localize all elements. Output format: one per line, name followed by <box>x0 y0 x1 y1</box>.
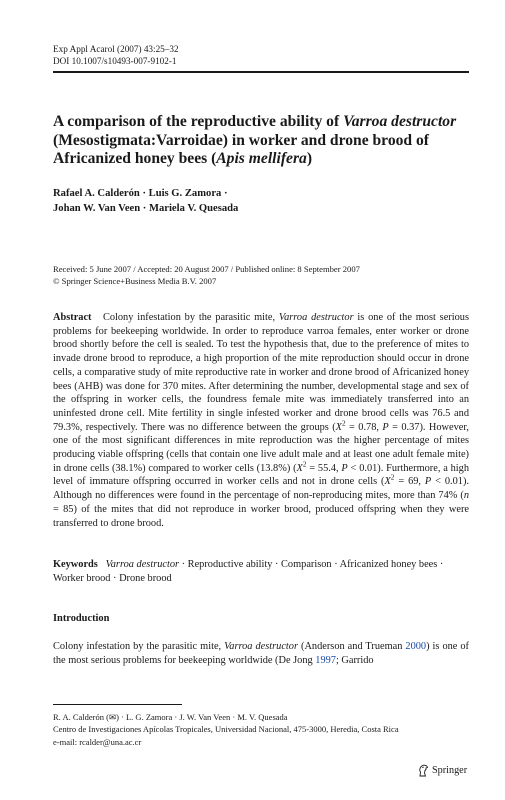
stat1-p: P <box>382 421 389 433</box>
stat2-x: X <box>296 462 303 474</box>
journal-citation: Exp Appl Acarol (2007) 43:25–32 <box>53 44 179 54</box>
author-footnote <box>53 711 469 748</box>
paper-title <box>53 113 469 169</box>
footnote-affiliation: Centro de Investigaciones Apícolas Tropicales, Universidad Nacional, 475-3000, Heredia, Costa Rica <box>53 724 399 735</box>
intro-text-4: ; Garrido <box>335 654 374 666</box>
citation-link-1997[interactable]: 1997 <box>315 654 336 666</box>
abstract-text-2: is one of the most serious problems for beekeeping worldwide. In order to reproduce varroa females, enter worker or drone brood shortly before the cell is sealed. To test the hypothesis that, due to the preference of mites to invade drone brood to reproduce, a high proportion of the mite reproduction should occur in drone cells, a comparative study of mite reproductive rate in worker and drone brood of Africanized honey bees (AHB) was done for 370 mites. After determining the number, developmental stage and sex of the offspring in worker cells, the foundress female mite was immediately transferred into an uninfested drone cell. Mite fertility in single infested worker and drone brood cells was 76.5 and 79.3%, respectively. There was no difference between the groups ( <box>53 312 469 433</box>
abstract <box>53 311 469 530</box>
stat2-rest: = 55.4, <box>306 462 342 474</box>
author-line-1: Rafael A. Calderón · Luis G. Zamora · <box>53 188 228 199</box>
section-heading-introduction: Introduction <box>53 613 110 624</box>
received-dates: Received: 5 June 2007 / Accepted: 20 August 2007 / Published online: 8 September 2007 <box>53 264 360 274</box>
stat1-x: X <box>335 421 342 433</box>
abstract-text-3: = 85) of the mites that did not reproduce in worker brood, produced offspring when they were transferred to drone brood. <box>53 503 469 529</box>
footnote-authors: R. A. Calderón (✉) · L. G. Zamora · J. W. Van Veen · M. V. Quesada <box>53 712 288 722</box>
publication-dates <box>53 263 469 287</box>
intro-text-1: Colony infestation by the parasitic mite, <box>53 641 225 652</box>
intro-text-3: ) is one of the most serious problems for beekeeping worldwide (De Jong <box>53 641 469 666</box>
stat3-x: X <box>384 476 391 488</box>
copyright-line: © Springer Science+Business Media B.V. 2007 <box>53 276 217 287</box>
sample-n-italic: n <box>463 490 469 502</box>
header-rule <box>53 71 469 73</box>
journal-info <box>53 43 179 67</box>
intro-text-2: (Anderson and Trueman <box>298 641 406 652</box>
author-line-2: Johan W. Van Veen · Mariela V. Quesada <box>53 203 239 214</box>
stat1-p-rest: = 0.37). However, one of the most significant differences in mite reproduction was the higher percentage of mites producing viable offspring (cells that contain one live adult male and at least one adult female mite) in drone cells (38.1%) compared to worker cells (13.8%) ( <box>53 421 469 474</box>
keywords-rest: · Reproductive ability · Comparison · Africanized honey bees · Worker brood · Drone brood <box>53 559 444 584</box>
springer-horse-icon <box>418 764 429 777</box>
abstract-species-italic: Varroa destructor <box>278 312 354 323</box>
abstract-text-1: Colony infestation by the parasitic mite, <box>102 312 279 323</box>
footnote-rule <box>53 704 182 705</box>
stat2-exp: 2 <box>302 460 307 469</box>
stat3-p: P <box>424 476 432 488</box>
introduction-text <box>53 640 469 667</box>
intro-species-italic: Varroa destructor <box>224 641 299 652</box>
stat2-p: P <box>341 462 348 474</box>
title-part-1: A comparison of the reproductive ability of <box>53 113 344 130</box>
stat1-rest: = 0.78, <box>345 421 383 433</box>
publisher-name: Springer <box>432 765 468 776</box>
author-list <box>53 186 469 216</box>
publisher-logo <box>418 764 467 777</box>
citation-link-2000[interactable]: 2000 <box>405 641 427 652</box>
footnote-email: e-mail: rcalder@una.ac.cr <box>53 736 142 747</box>
stat1-exp: 2 <box>342 419 346 428</box>
stat3-exp: 2 <box>390 474 395 482</box>
title-host-italic: Apis mellifera <box>216 150 307 167</box>
keyword-species-italic: Varroa destructor <box>105 559 180 570</box>
stat2-p-rest: < 0.01). Furthermore, a high level of immature offspring occurred in worker cells and not in drone cells ( <box>53 462 470 488</box>
title-part-2: (Mesostigmata:Varroidae) in worker and drone brood of Africanized honey bees ( <box>53 131 429 167</box>
stat3-rest: = 69, <box>394 476 425 488</box>
stat3-p-rest: < 0.01). Although no differences were found in the percentage of non-reproducing mites, more than 74% ( <box>53 476 470 502</box>
title-part-3: ) <box>306 150 313 167</box>
keywords-label: Keywords <box>53 559 98 570</box>
keywords <box>53 558 469 585</box>
abstract-label: Abstract <box>53 312 92 323</box>
journal-doi: DOI 10.1007/s10493-007-9102-1 <box>53 56 177 66</box>
title-species-italic: Varroa destructor <box>343 113 457 130</box>
